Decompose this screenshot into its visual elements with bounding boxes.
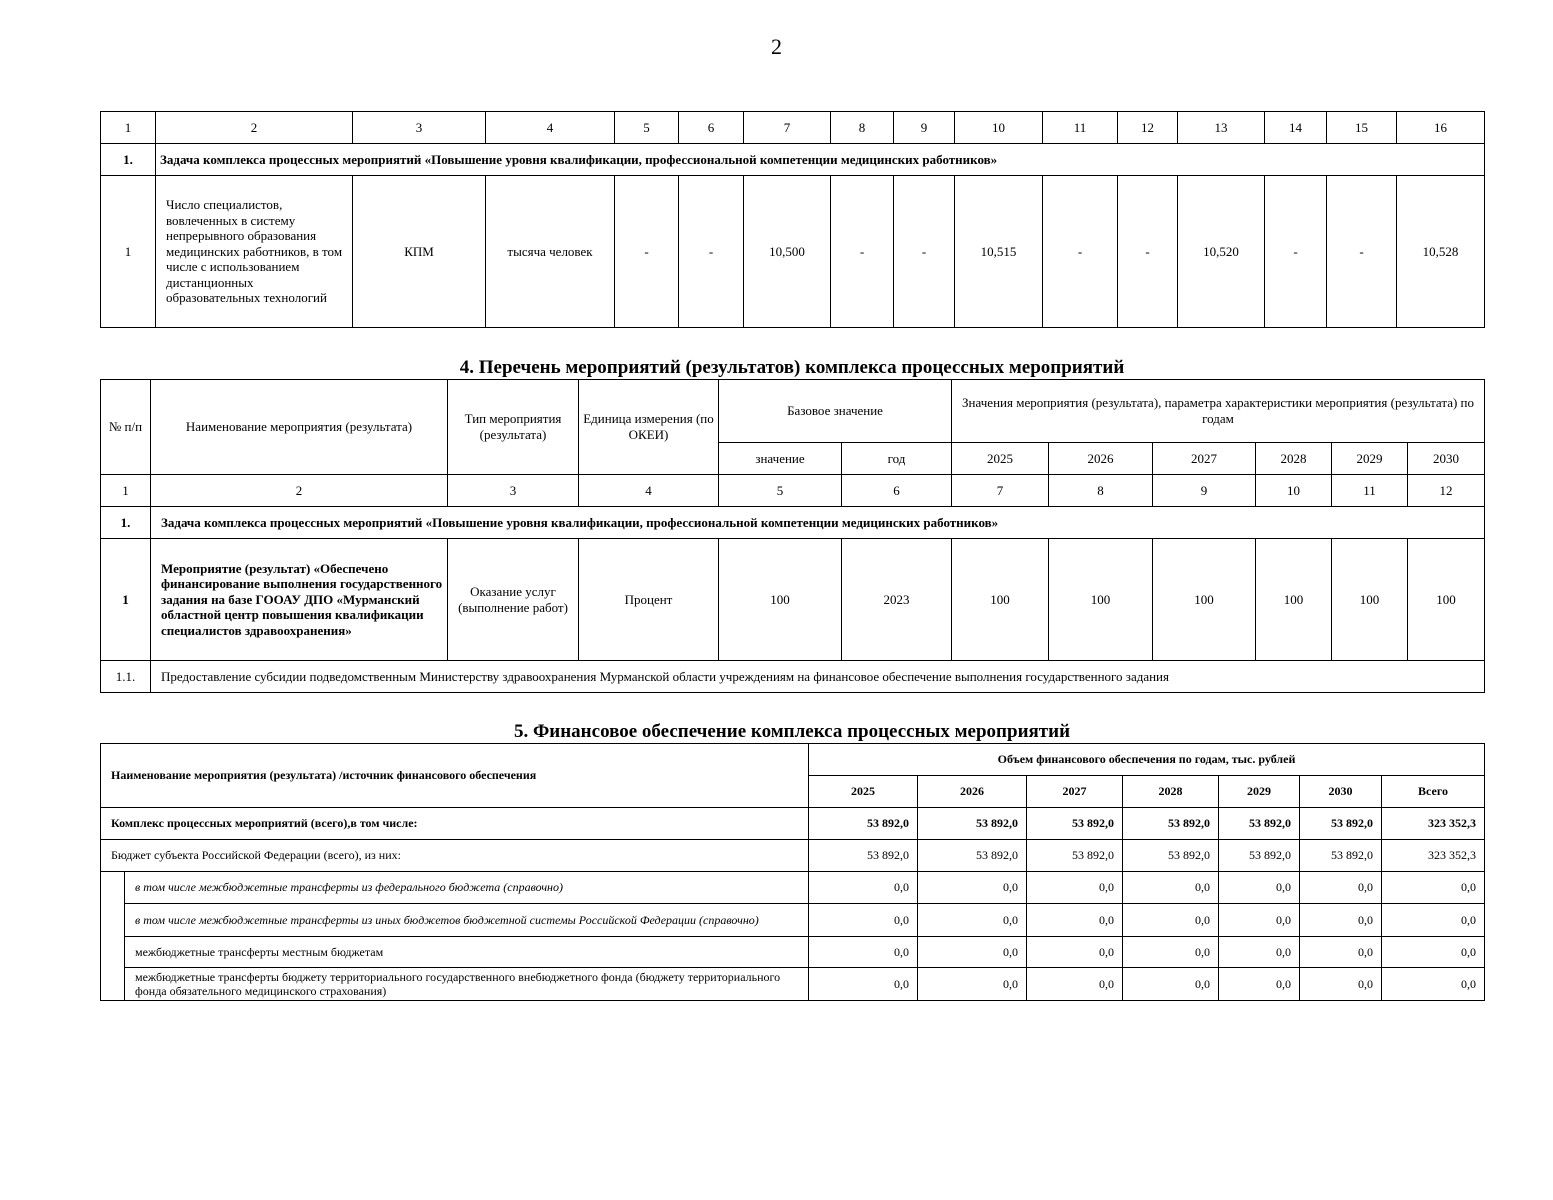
row-label: межбюджетные трансферты бюджету территориального государственного внебюджетного фонда (бюджету территориального фонда обязательного медицинского страхования)	[125, 968, 809, 1001]
year-header: 2028	[1256, 443, 1332, 475]
cell: 53 892,0	[809, 808, 918, 840]
cell: -	[1043, 176, 1118, 328]
cell: 53 892,0	[1219, 840, 1300, 872]
col-num: 6	[679, 112, 744, 144]
table-header-row	[101, 380, 1485, 443]
task-number: 1.	[101, 144, 156, 176]
cell: 0,0	[809, 904, 918, 937]
cell: -	[615, 176, 679, 328]
cell: 0,0	[1027, 904, 1123, 937]
cell: 0,0	[1219, 937, 1300, 968]
col-num: 12	[1118, 112, 1178, 144]
col-num: 4	[486, 112, 615, 144]
cell: 0,0	[918, 872, 1027, 904]
header-volume: Объем финансового обеспечения по годам, тыс. рублей	[809, 744, 1485, 776]
cell: 53 892,0	[1027, 808, 1123, 840]
cell: 1	[101, 539, 151, 661]
cell: 0,0	[1123, 968, 1219, 1001]
table-row	[101, 904, 1485, 937]
column-numbers-row	[101, 475, 1485, 507]
col-num: 6	[842, 475, 952, 507]
row-label: Комплекс процессных мероприятий (всего),в том числе:	[101, 808, 809, 840]
col-num: 4	[579, 475, 719, 507]
cell: 10,500	[744, 176, 831, 328]
cell: 0,0	[1027, 968, 1123, 1001]
task-number: 1.	[101, 507, 151, 539]
header-name: Наименование мероприятия (результата)	[151, 380, 448, 475]
cell: 0,0	[1382, 937, 1485, 968]
col-num: 3	[353, 112, 486, 144]
sub-text: Предоставление субсидии подведомственным Министерству здравоохранения Мурманской области учреждениям на финансовое обеспечение выполнения государственного задания	[151, 661, 1485, 693]
header-name: Наименование мероприятия (результата) /источник финансового обеспечения	[101, 744, 809, 808]
cell: тысяча человек	[486, 176, 615, 328]
table-row	[101, 840, 1485, 872]
year-header: 2025	[809, 776, 918, 808]
table-row	[101, 176, 1485, 328]
row-label: в том числе межбюджетные трансферты из иных бюджетов бюджетной системы Российской Федерации (справочно)	[125, 904, 809, 937]
col-num: 8	[1049, 475, 1153, 507]
cell: 10,520	[1178, 176, 1265, 328]
sub-number: 1.1.	[101, 661, 151, 693]
task-text: Задача комплекса процессных мероприятий «Повышение уровня квалификации, профессиональной компетенции медицинских работников»	[156, 144, 1485, 176]
cell: 53 892,0	[1123, 808, 1219, 840]
year-header: 2025	[952, 443, 1049, 475]
cell: 53 892,0	[1300, 840, 1382, 872]
cell: 0,0	[918, 937, 1027, 968]
col-num: 2	[151, 475, 448, 507]
col-num: 10	[955, 112, 1043, 144]
year-header: 2030	[1300, 776, 1382, 808]
cell: 0,0	[1300, 937, 1382, 968]
col-num: 5	[719, 475, 842, 507]
col-num: 1	[101, 475, 151, 507]
cell: 0,0	[1382, 872, 1485, 904]
cell: 0,0	[1219, 904, 1300, 937]
cell: 0,0	[1123, 872, 1219, 904]
row-label: в том числе межбюджетные трансферты из федерального бюджета (справочно)	[125, 872, 809, 904]
cell: 2023	[842, 539, 952, 661]
cell: 10,528	[1397, 176, 1485, 328]
task-text: Задача комплекса процессных мероприятий «Повышение уровня квалификации, профессиональной компетенции медицинских работников»	[151, 507, 1485, 539]
year-header: 2027	[1027, 776, 1123, 808]
task-row	[101, 507, 1485, 539]
cell: 0,0	[1027, 937, 1123, 968]
cell: 100	[1256, 539, 1332, 661]
cell: 100	[1153, 539, 1256, 661]
col-num: 16	[1397, 112, 1485, 144]
year-header: 2030	[1408, 443, 1485, 475]
cell: -	[831, 176, 894, 328]
cell: 0,0	[1219, 968, 1300, 1001]
cell: -	[1265, 176, 1327, 328]
cell: 0,0	[918, 904, 1027, 937]
header-base-year: год	[842, 443, 952, 475]
table-header-row	[101, 112, 1485, 144]
cell: 53 892,0	[1123, 840, 1219, 872]
year-header: 2028	[1123, 776, 1219, 808]
col-num: 14	[1265, 112, 1327, 144]
cell: 100	[1332, 539, 1408, 661]
cell: 53 892,0	[1300, 808, 1382, 840]
year-header: 2029	[1332, 443, 1408, 475]
cell: 53 892,0	[1027, 840, 1123, 872]
cell: 0,0	[1382, 968, 1485, 1001]
cell: Процент	[579, 539, 719, 661]
cell: КПМ	[353, 176, 486, 328]
cell: 0,0	[1300, 872, 1382, 904]
cell: 0,0	[809, 872, 918, 904]
table-row	[101, 808, 1485, 840]
cell: 0,0	[809, 968, 918, 1001]
col-num: 3	[448, 475, 579, 507]
col-num: 13	[1178, 112, 1265, 144]
cell: 100	[952, 539, 1049, 661]
cell: 0,0	[1219, 872, 1300, 904]
table-row	[101, 539, 1485, 661]
cell: 0,0	[1123, 904, 1219, 937]
cell: 53 892,0	[1219, 808, 1300, 840]
header-base-value: значение	[719, 443, 842, 475]
cell: 53 892,0	[809, 840, 918, 872]
task-row	[101, 144, 1485, 176]
cell: 0,0	[918, 968, 1027, 1001]
col-num: 12	[1408, 475, 1485, 507]
table-header-row	[101, 744, 1485, 776]
cell: 1	[101, 176, 156, 328]
cell: -	[1118, 176, 1178, 328]
cell: -	[1327, 176, 1397, 328]
section4-title: 4. Перечень мероприятий (результатов) комплекса процессных мероприятий	[459, 357, 1125, 378]
cell: 100	[1049, 539, 1153, 661]
cell: 100	[1408, 539, 1485, 661]
col-num: 7	[952, 475, 1049, 507]
finance-table	[100, 743, 1485, 1001]
total-header: Всего	[1382, 776, 1485, 808]
cell: 323 352,3	[1382, 840, 1485, 872]
table-row	[101, 968, 1485, 1001]
cell: 0,0	[1382, 904, 1485, 937]
row-label: Бюджет субъекта Российской Федерации (всего), из них:	[101, 840, 809, 872]
header-num: № п/п	[101, 380, 151, 475]
header-unit: Единица измерения (по ОКЕИ)	[579, 380, 719, 475]
col-num: 9	[894, 112, 955, 144]
year-header: 2029	[1219, 776, 1300, 808]
cell: 0,0	[1300, 968, 1382, 1001]
col-num: 10	[1256, 475, 1332, 507]
header-type: Тип мероприятия (результата)	[448, 380, 579, 475]
measure-name: Мероприятие (результат) «Обеспечено финансирование выполнения государственного задания на базе ГООАУ ДПО «Мурманский областной центр повышения квалификации специалистов здравоохранения»	[151, 539, 448, 661]
table-row	[101, 661, 1485, 693]
table-row	[101, 937, 1485, 968]
cell: -	[894, 176, 955, 328]
cell: Оказание услуг (выполнение работ)	[448, 539, 579, 661]
col-num: 11	[1043, 112, 1118, 144]
col-num: 11	[1332, 475, 1408, 507]
cell: 0,0	[1027, 872, 1123, 904]
measures-table	[100, 379, 1485, 693]
cell: -	[679, 176, 744, 328]
col-num: 5	[615, 112, 679, 144]
year-header: 2026	[1049, 443, 1153, 475]
header-base: Базовое значение	[719, 380, 952, 443]
indicators-table	[100, 111, 1485, 328]
indent-cell	[101, 872, 125, 1001]
cell: 100	[719, 539, 842, 661]
section5-title: 5. Финансовое обеспечение комплекса процессных мероприятий	[513, 721, 1071, 742]
year-header: 2026	[918, 776, 1027, 808]
cell: 0,0	[1123, 937, 1219, 968]
col-num: 1	[101, 112, 156, 144]
col-num: 2	[156, 112, 353, 144]
col-num: 15	[1327, 112, 1397, 144]
cell: 53 892,0	[918, 840, 1027, 872]
col-num: 7	[744, 112, 831, 144]
indicator-name: Число специалистов, вовлеченных в систему непрерывного образования медицинских работников, в том числе с использованием дистанционных образовательных технологий	[156, 176, 353, 328]
cell: 53 892,0	[918, 808, 1027, 840]
col-num: 8	[831, 112, 894, 144]
cell: 0,0	[809, 937, 918, 968]
table-row	[101, 872, 1485, 904]
cell: 10,515	[955, 176, 1043, 328]
header-values: Значения мероприятия (результата), параметра характеристики мероприятия (результата) по годам	[952, 380, 1485, 443]
col-num: 9	[1153, 475, 1256, 507]
row-label: межбюджетные трансферты местным бюджетам	[125, 937, 809, 968]
cell: 323 352,3	[1382, 808, 1485, 840]
year-header: 2027	[1153, 443, 1256, 475]
cell: 0,0	[1300, 904, 1382, 937]
page-number: 2	[771, 34, 782, 59]
